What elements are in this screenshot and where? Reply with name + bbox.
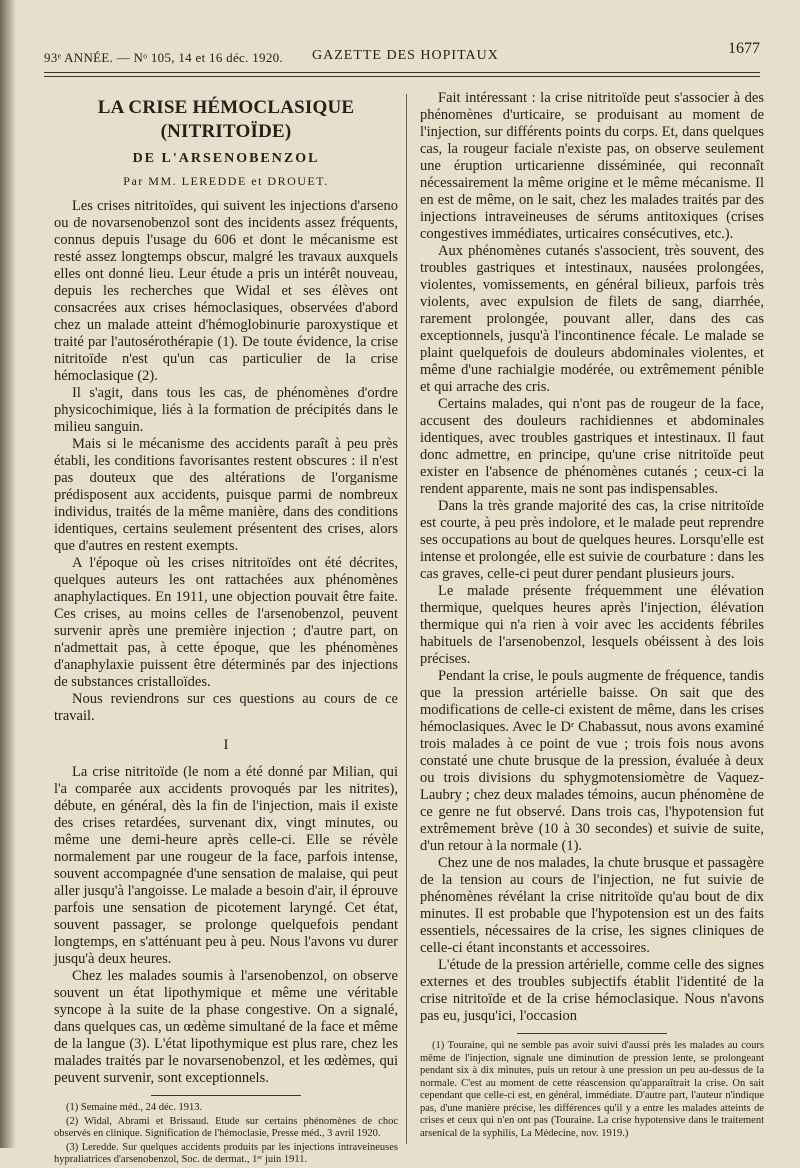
footnotes	[420, 1040, 764, 1140]
left-column	[54, 96, 398, 1168]
paragraph: A l'époque où les crises nitritoïdes ont été décrites, quelques auteurs les ont rattachées aux phénomènes anaphylactiques. En 1911, une objection pouvait être faite. Ces crises, au moins celles de l'arsenobenzol, peuvent survenir après une première injection ; d'autre part, on n'admettait pas, à cette époque, que les phénomènes d'anaphylaxie puissent être déterminés par des injections de substances cristalloïdes.	[54, 555, 398, 690]
paragraph: Les crises nitritoïdes, qui suivent les injections d'arseno ou de novarsenobenzol sont des incidents assez fréquents, connus depuis l'usage du 606 et dont le mécanisme est resté assez longtemps obscur, malgré les travaux auxquels elles ont donné lieu. Leur étude a pris un intérêt nouveau, depuis les recherches que Widal et ses élèves ont consacrées aux crises hémoclasiques, observées d'abord chez un malade atteint d'hémoglobinurie paroxystique et traité par l'autosérothérapie (1). De toute évidence, la crise nitritoïde n'est qu'un cas particulier de la crise hémoclasique (2).	[54, 198, 398, 384]
paragraph: Certains malades, qui n'ont pas de rougeur de la face, accusent des douleurs rachidiennes et abdominales identiques, avec troubles gastriques et intestinaux. Il faut donc admettre, en principe, qu'une crise nitritoïde peut exister en l'absence de phénomènes cutanés ; ceux-ci la rendent apparente, mais ne sont pas indispensables.	[420, 396, 764, 497]
footnote-rule	[151, 1095, 301, 1096]
header-rule-top	[44, 72, 760, 73]
paragraph: Aux phénomènes cutanés s'associent, très souvent, des troubles gastriques et intestinaux, nausées prolongées, violentes, vomissements, en général bilieux, parfois très violents, avec expulsion de filets de sang, diarrhée, rarement prolongée, pouvant aller, dans des cas exceptionnels, jusqu'à l'incontinence fécale. Le malade se plaint quelquefois de douleurs abdominales violentes, et même d'une rachialgie modérée, ou extrêmement pénible et qui arrache des cris.	[420, 243, 764, 395]
paragraph: L'étude de la pression artérielle, comme celle des signes externes et des troubles subjectifs établit l'identité de la crise nitritoïde et de la crise hémoclasique. Nous n'avons pas eu, jusqu'ici, l'occasion	[420, 957, 764, 1024]
paragraph: Mais si le mécanisme des accidents paraît à peu près établi, les conditions favorisantes restent obscures : il n'est pas douteux que des altérations de l'organisme prédisposent aux accidents, puisque parmi de nombreux individus, traités de la même manière, dans des conditions identiques, certains seulement présentent des crises, alors que d'autres en restent exempts.	[54, 436, 398, 554]
paragraph: Dans la très grande majorité des cas, la crise nitritoïde est courte, à peu près indolore, et le malade peut reprendre ses occupations au bout de quelques heures. Lorsqu'elle est intense et prolongée, elle est suivie de courbature : dans les cas graves, celle-ci peut durer pendant plusieurs jours.	[420, 498, 764, 582]
article-subtitle: DE L'ARSENOBENZOL	[132, 151, 320, 166]
footnote: (1) Touraine, qui ne semble pas avoir suivi d'aussi près les malades au cours même de l'injection, signale une diminution de pression lente, se prolongeant pendant six à dix minutes, puis un retour à une pression un peu au-dessus de la normale. C'est au moment de cette réascension qu'apparaîtrait la crise. On sait cependant que celle-ci est, en général, immédiate. D'autre part, l'auteur n'indique pas, d'une manière précise, les différences qu'il y a entre les malades atteints de crises et ceux qui n'en ont pas (Touraine. La crise hypotensive dans le traitement arsenical de la syphilis, La Médecine, nov. 1919.)	[420, 1040, 764, 1139]
paragraph: Chez une de nos malades, la chute brusque et passagère de la tension au cours de l'injection, ne fut suivie de phénomènes révélant la crise nitritoïde qu'au bout de dix minutes. Il est probable que l'hypotension est un des faits essentiels, nécessaires de la crise, les signes cliniques de celle-ci étant inconstants et accessoires.	[420, 855, 764, 956]
paragraph: Il s'agit, dans tous les cas, de phénomènes d'ordre physicochimique, liés à la formation de précipités dans le milieu sanguin.	[54, 385, 398, 435]
page-number: 1677	[728, 40, 760, 57]
footnote: (1) Semaine méd., 24 déc. 1913.	[66, 1102, 203, 1113]
running-header	[40, 40, 760, 68]
page-binding-shadow	[0, 0, 16, 1148]
article-title: LA CRISE HÉMOCLASIQUE (NITRITOÏDE)	[97, 97, 355, 142]
column-divider	[406, 94, 407, 1144]
paragraph: Chez les malades soumis à l'arsenobenzol, on observe souvent un état lipothymique et même une véritable syncope à la suite de la phase congestive. On a signalé, dans quelques cas, un œdème simultané de la face et même de la langue (3). L'état lipothymique est plus rare, chez les malades traités par le novarsenobenzol, et les œdèmes, qui peuvent survenir, sont exceptionnels.	[54, 968, 398, 1086]
paragraph: Le malade présente fréquemment une élévation thermique, quelques heures après l'injection, élévation thermique qui n'a rien à voir avec les accidents fébriles habituels de l'arsenobenzol, lesquels obéissent à des lois précises.	[420, 583, 764, 667]
article-authors: Par MM. LEREDDE et DROUET.	[123, 174, 329, 188]
journal-title: GAZETTE DES HOPITAUX	[312, 48, 499, 63]
paragraph: Pendant la crise, le pouls augmente de fréquence, tandis que la pression artérielle baisse. On sait que des modifications de celle-ci existent de même, dans les crises hémoclasiques. Avec le Dʳ Chabassut, nous avons examiné trois malades à ce point de vue ; trois fois nous avons constaté une chute brusque de la pression, évaluée à deux ou trois divisions du sphygmotensiomètre de Vaquez-Laubry ; chez deux malades témoins, aucun phénomène de ce genre ne fut observé. Dans trois cas, l'hypotension fut extrêmement brève (10 à 30 secondes) et suivie de suite, d'un retour à la normale (1).	[420, 668, 764, 854]
section-heading: I	[223, 737, 229, 753]
header-rule-bottom	[44, 76, 760, 77]
footnote: (3) Leredde. Sur quelques accidents produits par les injections intraveineuses hypraliatrices d'arsenobenzol, Soc. de dermat., 1ᵉʳ juin 1911.	[54, 1141, 398, 1165]
footnote: (2) Widal, Abrami et Brissaud. Etude sur certains phénomènes de choc observés en clinique. Signification de l'hémoclasie, Presse méd., 3 avril 1920.	[54, 1115, 398, 1139]
footnote-rule	[517, 1033, 667, 1034]
footnotes	[54, 1102, 398, 1167]
paragraph: Fait intéressant : la crise nitritoïde peut s'associer à des phénomènes d'urticaire, se produisant au moment de l'injection, sur différents points du corps. Et, dans quelques cas, la rougeur faciale n'existe pas, on observe seulement une éruption urticarienne disséminée, qui reconnaît nécessairement la même origine et le même mécanisme. Il en est de même, on le sait, chez les malades traités par des injections intraveineuses de sérums antitoxiques (crises congestives immédiates, urticaires consécutives, etc.).	[420, 90, 764, 242]
paragraph: La crise nitritoïde (le nom a été donné par Milian, qui l'a comparée aux accidents provoqués par les nitrites), débute, en général, dès la fin de l'injection, mais il existe des crises retardées, survenant dix, vingt minutes, ou même une demi-heure après celle-ci. Elle se révèle normalement par une rougeur de la face, parfois intense, souvent accompagnée d'une sensation de malaise, qui peut aller jusqu'à l'angoisse. Le malade a besoin d'air, il éprouve parfois une sensation de picotement laryngé. Cet état, souvent passager, se prolonge quelquefois pendant longtemps, en s'atténuant peu à peu. Nous l'avons vu durer jusqu'à deux heures.	[54, 764, 398, 967]
paragraph: Nous reviendrons sur ces questions au cours de ce travail.	[54, 691, 398, 724]
issue-line: 93ᵉ ANNÉE. — Nᵒ 105, 14 et 16 déc. 1920.	[44, 50, 283, 65]
right-column	[420, 90, 764, 1141]
